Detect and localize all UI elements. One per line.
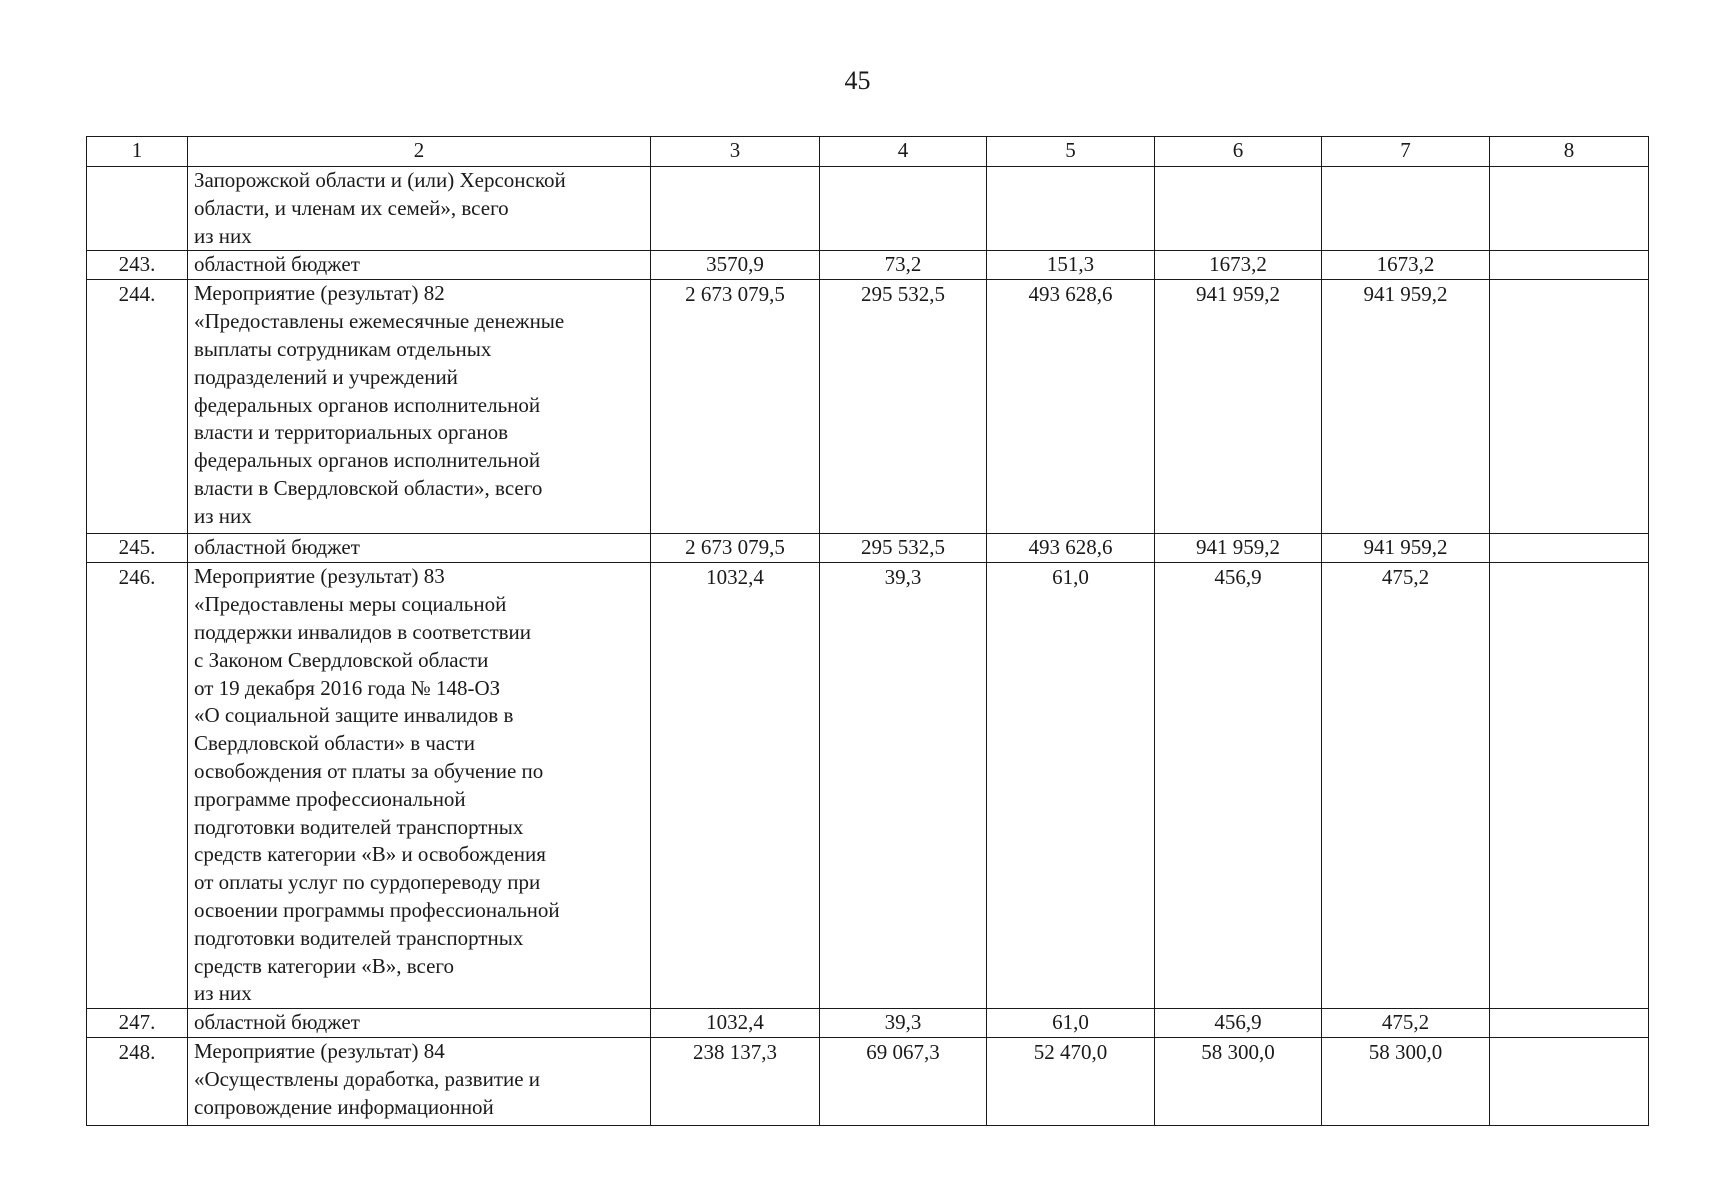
table-row (87, 280, 1649, 534)
value-col-5: 61,0 (987, 1009, 1155, 1038)
value-col-4: 39,3 (820, 563, 987, 1009)
value-col-5: 493 628,6 (987, 280, 1155, 534)
value-col-5 (987, 167, 1155, 251)
value-col-6: 456,9 (1155, 1009, 1322, 1038)
column-header: 8 (1490, 137, 1649, 167)
value-col-4: 39,3 (820, 1009, 987, 1038)
row-description: областной бюджет (188, 534, 651, 563)
value-col-3: 2 673 079,5 (651, 280, 820, 534)
value-col-5: 151,3 (987, 251, 1155, 280)
row-description: Запорожской области и (или) Херсонской области, и членам их семей», всего из них (188, 167, 651, 251)
value-col-5: 493 628,6 (987, 534, 1155, 563)
value-col-6: 1673,2 (1155, 251, 1322, 280)
value-col-8 (1490, 280, 1649, 534)
row-description: Мероприятие (результат) 84 «Осуществлены доработка, развитие и сопровождение информационной (188, 1038, 651, 1126)
row-number: 248. (87, 1038, 188, 1126)
value-col-8 (1490, 251, 1649, 280)
column-header: 4 (820, 137, 987, 167)
value-col-3: 2 673 079,5 (651, 534, 820, 563)
value-col-7: 941 959,2 (1322, 534, 1490, 563)
value-col-7: 58 300,0 (1322, 1038, 1490, 1126)
row-number: 245. (87, 534, 188, 563)
row-number: 247. (87, 1009, 188, 1038)
value-col-8 (1490, 1038, 1649, 1126)
table-row (87, 563, 1649, 1009)
budget-table (86, 136, 1649, 1126)
value-col-5: 61,0 (987, 563, 1155, 1009)
row-number: 244. (87, 280, 188, 534)
column-header: 5 (987, 137, 1155, 167)
value-col-8 (1490, 167, 1649, 251)
row-number (87, 167, 188, 251)
value-col-3: 1032,4 (651, 1009, 820, 1038)
value-col-8 (1490, 534, 1649, 563)
value-col-7: 1673,2 (1322, 251, 1490, 280)
value-col-3: 3570,9 (651, 251, 820, 280)
value-col-3 (651, 167, 820, 251)
column-header: 6 (1155, 137, 1322, 167)
value-col-6 (1155, 167, 1322, 251)
value-col-4: 73,2 (820, 251, 987, 280)
table-row (87, 251, 1649, 280)
table-row (87, 1038, 1649, 1126)
value-col-3: 238 137,3 (651, 1038, 820, 1126)
value-col-3: 1032,4 (651, 563, 820, 1009)
value-col-6: 941 959,2 (1155, 280, 1322, 534)
column-header: 3 (651, 137, 820, 167)
value-col-4: 69 067,3 (820, 1038, 987, 1126)
row-description: областной бюджет (188, 251, 651, 280)
column-header: 1 (87, 137, 188, 167)
value-col-4: 295 532,5 (820, 280, 987, 534)
value-col-7 (1322, 167, 1490, 251)
value-col-7: 475,2 (1322, 1009, 1490, 1038)
value-col-4: 295 532,5 (820, 534, 987, 563)
value-col-8 (1490, 563, 1649, 1009)
value-col-6: 456,9 (1155, 563, 1322, 1009)
column-header: 7 (1322, 137, 1490, 167)
row-number: 243. (87, 251, 188, 280)
table-row (87, 167, 1649, 251)
table-row (87, 1009, 1649, 1038)
row-number: 246. (87, 563, 188, 1009)
page-number: 45 (844, 66, 871, 95)
row-description: областной бюджет (188, 1009, 651, 1038)
table-row (87, 534, 1649, 563)
value-col-7: 475,2 (1322, 563, 1490, 1009)
value-col-4 (820, 167, 987, 251)
value-col-6: 58 300,0 (1155, 1038, 1322, 1126)
value-col-8 (1490, 1009, 1649, 1038)
value-col-7: 941 959,2 (1322, 280, 1490, 534)
table-header-row (87, 137, 1649, 167)
row-description: Мероприятие (результат) 82 «Предоставлены ежемесячные денежные выплаты сотрудникам отдельных подразделений и учреждений федеральных органов исполнительной власти и территориальных органов федеральных органов исполнительной власти в Свердловской области», всего из них (188, 280, 651, 534)
value-col-6: 941 959,2 (1155, 534, 1322, 563)
value-col-5: 52 470,0 (987, 1038, 1155, 1126)
row-description: Мероприятие (результат) 83 «Предоставлены меры социальной поддержки инвалидов в соответствии с Законом Свердловской области от 19 декабря 2016 года № 148-ОЗ «О социальной защите инвалидов в Свердловской области» в части освобождения от платы за обучение по программе профессиональной подготовки водителей транспортных средств категории «В» и освобождения от оплаты услуг по сурдопереводу при освоении программы профессиональной подготовки водителей транспортных средств категории «В», всего из них (188, 563, 651, 1009)
column-header: 2 (188, 137, 651, 167)
